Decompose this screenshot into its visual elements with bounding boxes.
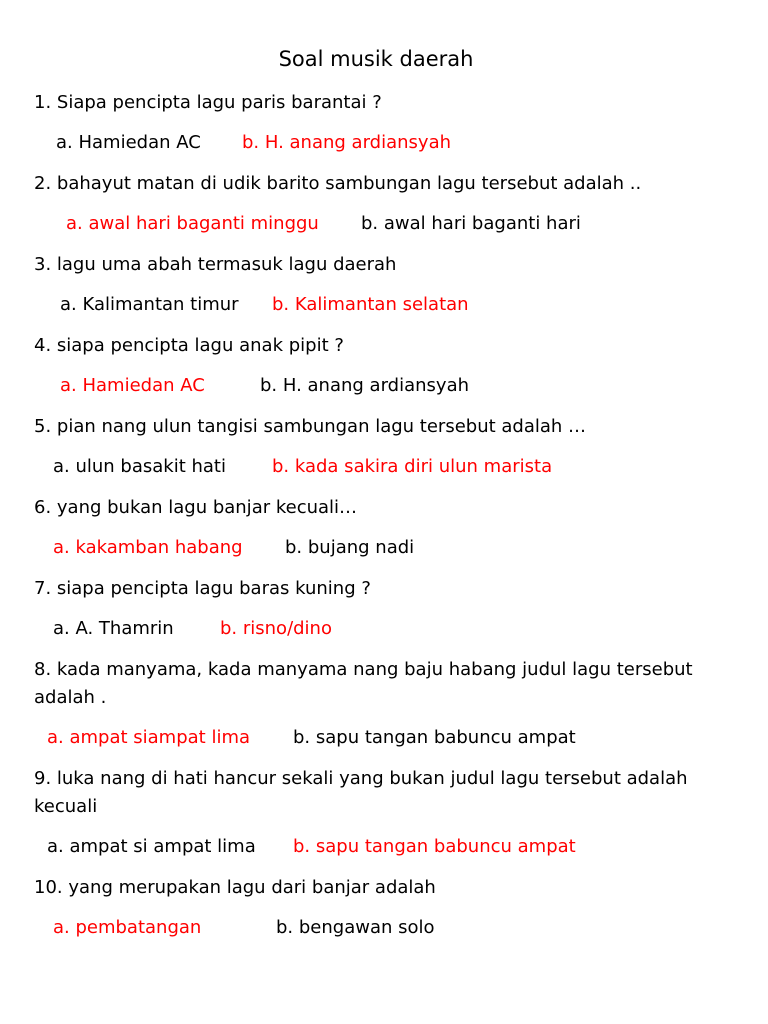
question-5: 5. pian nang ulun tangisi sambungan lagu tersebut adalah … bbox=[34, 416, 587, 437]
question-8-option-b: b. sapu tangan babuncu ampat bbox=[293, 727, 576, 748]
question-5-option-a: a. ulun basakit hati bbox=[53, 456, 226, 477]
question-7: 7. siapa pencipta lagu baras kuning ? bbox=[34, 578, 371, 599]
question-5-option-b: b. kada sakira diri ulun marista bbox=[272, 456, 553, 477]
question-6-option-b: b. bujang nadi bbox=[285, 537, 415, 558]
question-1-option-b: b. H. anang ardiansyah bbox=[242, 132, 452, 153]
question-3-option-b: b. Kalimantan selatan bbox=[272, 294, 469, 315]
question-4: 4. siapa pencipta lagu anak pipit ? bbox=[34, 335, 344, 356]
question-2: 2. bahayut matan di udik barito sambungan lagu tersebut adalah .. bbox=[34, 173, 642, 194]
question-8: 8. kada manyama, kada manyama nang baju habang judul lagu tersebut adalah . bbox=[34, 659, 693, 708]
page-title: Soal musik daerah bbox=[278, 47, 474, 71]
question-9-option-a: a. ampat si ampat lima bbox=[47, 836, 256, 857]
question-8-option-a: a. ampat siampat lima bbox=[47, 727, 251, 748]
question-9: 9. luka nang di hati hancur sekali yang bukan judul lagu tersebut adalah kecuali bbox=[34, 768, 688, 817]
question-3: 3. lagu uma abah termasuk lagu daerah bbox=[34, 254, 397, 275]
question-6: 6. yang bukan lagu banjar kecuali… bbox=[34, 497, 358, 518]
question-3-option-a: a. Kalimantan timur bbox=[60, 294, 239, 315]
question-1-option-a: a. Hamiedan AC bbox=[56, 132, 201, 153]
question-9-option-b: b. sapu tangan babuncu ampat bbox=[293, 836, 576, 857]
question-10-option-a: a. pembatangan bbox=[53, 917, 202, 938]
question-4-option-b: b. H. anang ardiansyah bbox=[260, 375, 470, 396]
question-1: 1. Siapa pencipta lagu paris barantai ? bbox=[34, 92, 382, 113]
question-6-option-a: a. kakamban habang bbox=[53, 537, 243, 558]
question-2-option-b: b. awal hari baganti hari bbox=[361, 213, 581, 234]
question-4-option-a: a. Hamiedan AC bbox=[60, 375, 205, 396]
question-10: 10. yang merupakan lagu dari banjar adalah bbox=[34, 877, 436, 898]
question-2-option-a: a. awal hari baganti minggu bbox=[66, 213, 319, 234]
question-10-option-b: b. bengawan solo bbox=[276, 917, 435, 938]
question-7-option-a: a. A. Thamrin bbox=[53, 618, 174, 639]
question-7-option-b: b. risno/dino bbox=[220, 618, 332, 639]
